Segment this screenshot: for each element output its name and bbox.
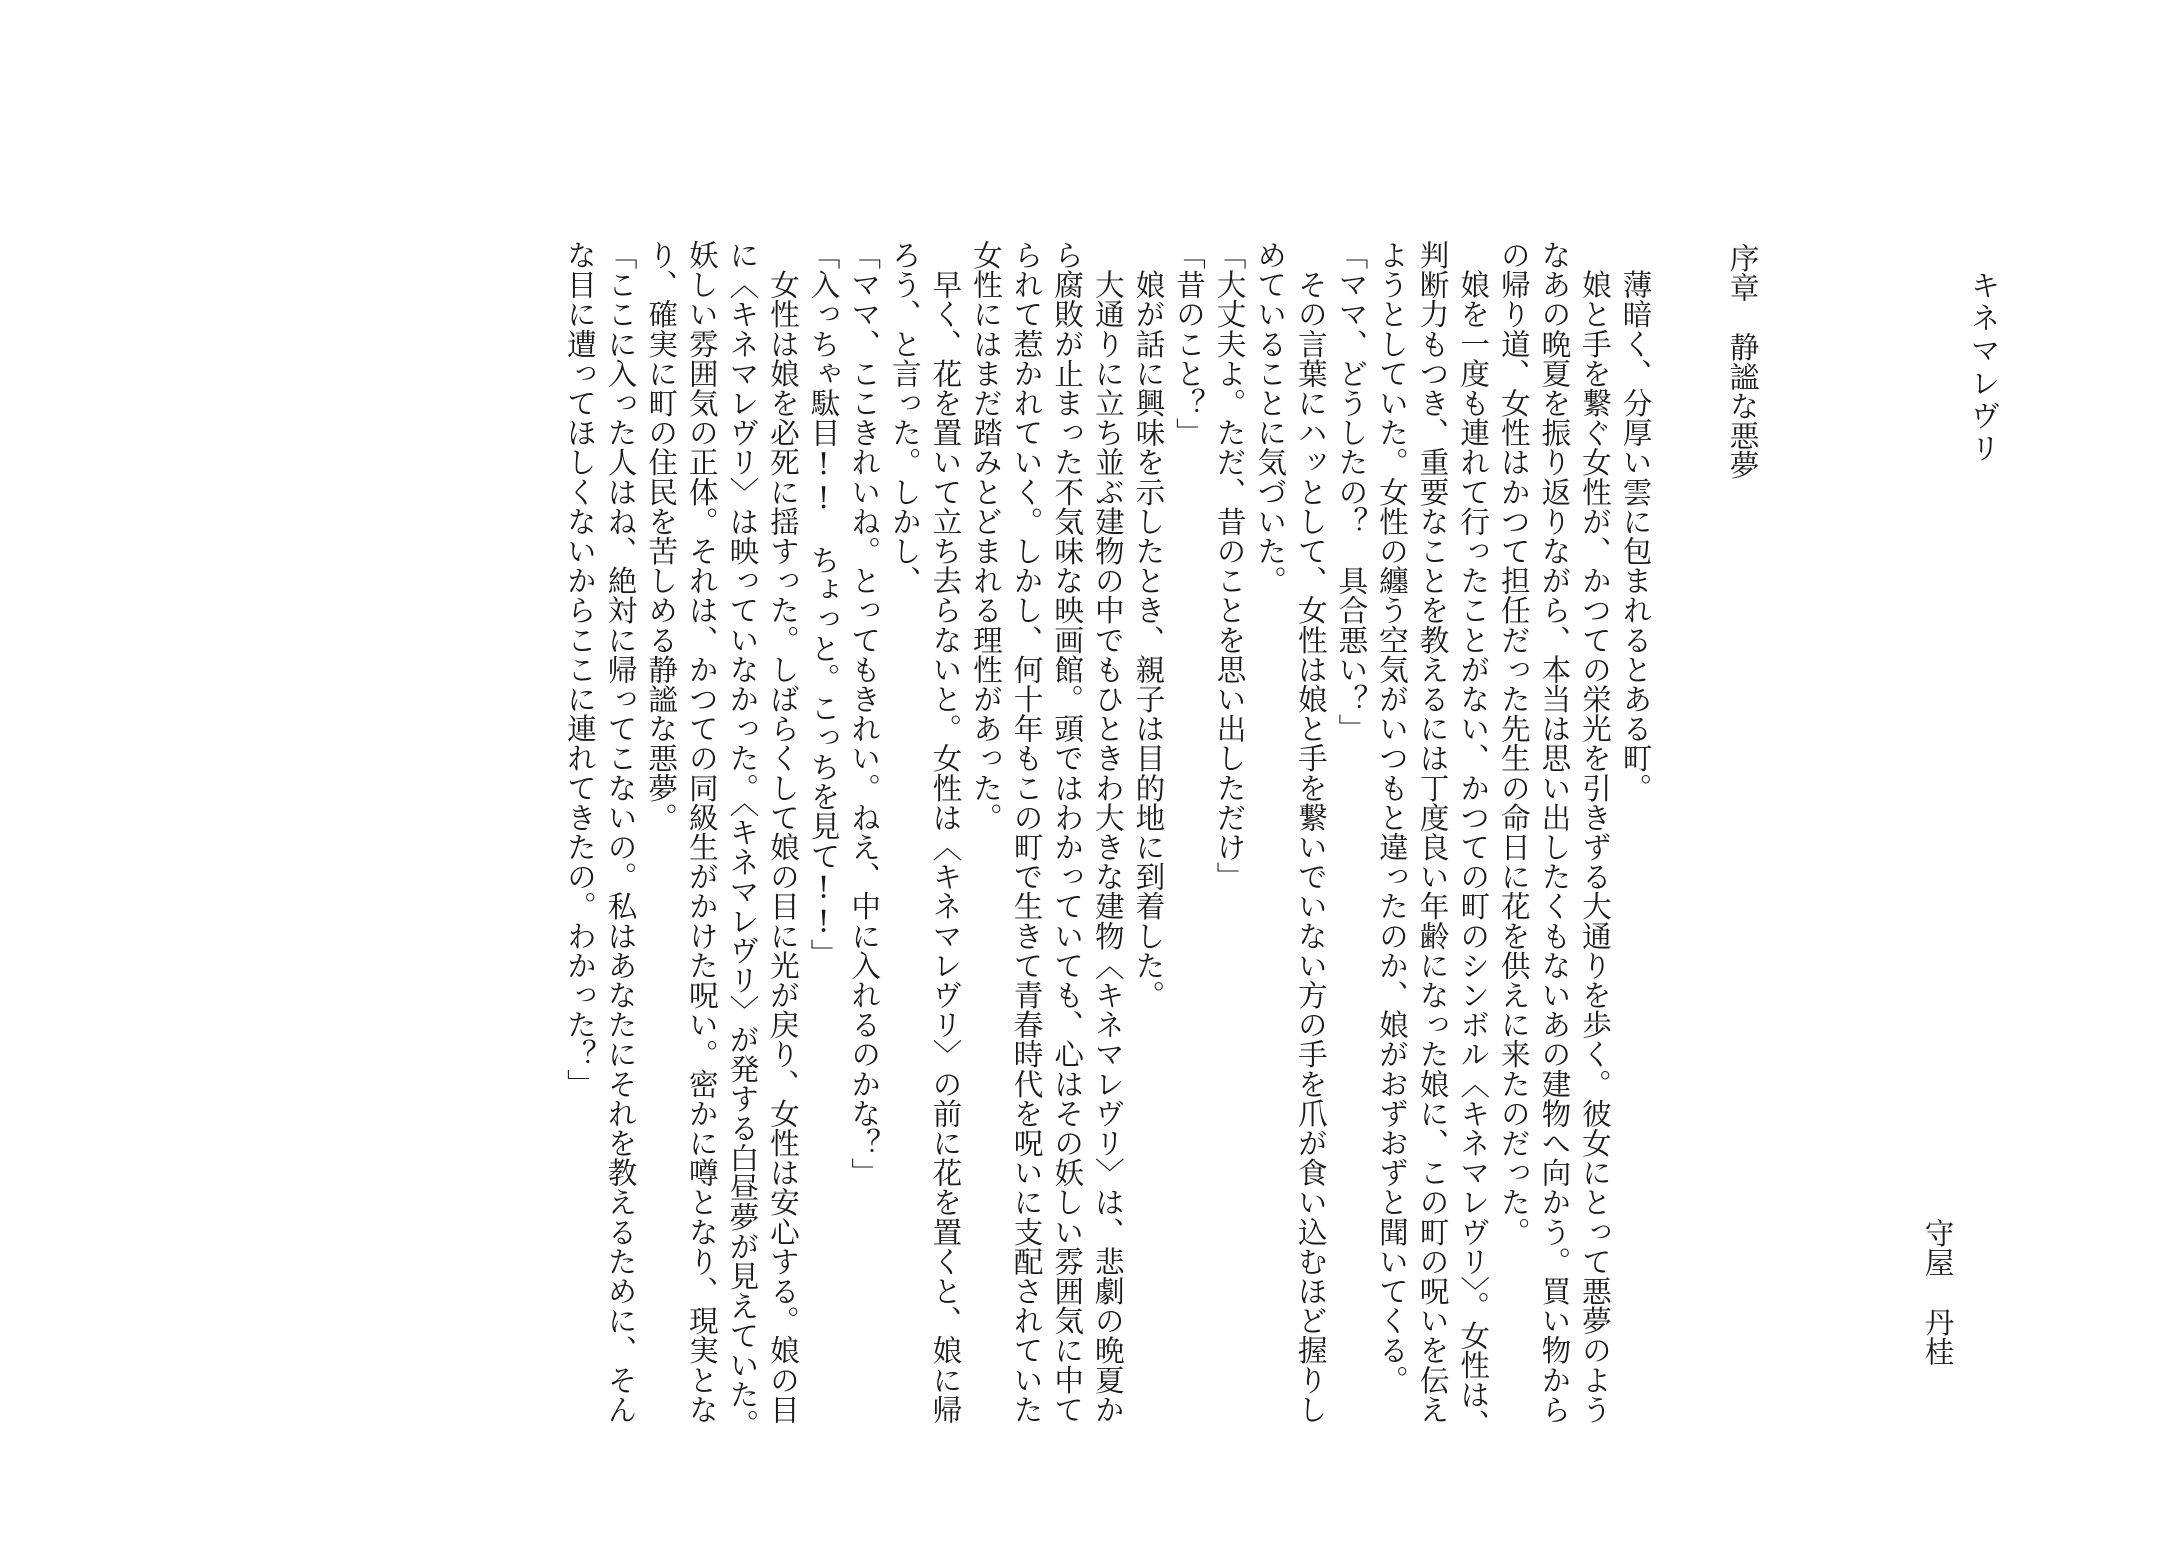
- body-line: 娘を一度も連れて行ったことがない、かつての町のシンボル〈キネマレヴリ〉。女性は、: [1456, 240, 1491, 1439]
- body-line: その言葉にハッとして、女性は娘と手を繋いでいない方の手を爪が食い込むほど握りし: [1293, 240, 1328, 1424]
- body-line: 「昔のこと？」: [1171, 240, 1206, 448]
- body-line: 「ママ、ここきれいね。とってもきれい。ねえ、中に入れるのかな？」: [847, 240, 882, 1188]
- body-line: 「ママ、どうしたの？ 具合悪い？」: [1334, 240, 1369, 744]
- story-title: キネマレヴリ: [1966, 270, 2001, 466]
- body-line: 妖しい雰囲気の正体。それは、かつての同級生がかけた呪い。密かに噂となり、現実とな: [684, 240, 719, 1424]
- body-line: 大通りに立ち並ぶ建物の中でもひときわ大きな建物〈キネマレヴリ〉は、悲劇の晩夏か: [1090, 240, 1125, 1424]
- body-line: ようとしていた。女性の纏う空気がいつもと違ったのか、娘がおずおずと聞いてくる。: [1374, 240, 1409, 1395]
- body-line: の帰り道、女性はかつて担任だった先生の命日に花を供えに来たのだった。: [1496, 240, 1531, 1247]
- body-line: 女性にはまだ踏みとどまれる理性があった。: [968, 240, 1003, 832]
- body-line: 娘が話に興味を示したとき、親子は目的地に到着した。: [1131, 240, 1166, 1010]
- body-line: 判断力もつき、重要なことを教えるには丁度良い年齢になった娘に、この町の呪いを伝え: [1415, 240, 1450, 1424]
- body-line: ろう、と言った。しかし、: [887, 240, 922, 596]
- body-line: ら腐敗が止まった不気味な映画館。頭ではわかっていても、心はその妖しい雰囲気に中て: [1050, 240, 1085, 1424]
- author-name: 守屋 丹桂: [1920, 1218, 1955, 1366]
- body-line: に〈キネマレヴリ〉は映っていなかった。〈キネマレヴリ〉が発する白昼夢が見えていた。: [725, 240, 760, 1439]
- body-line: なあの晩夏を振り返りながら、本当は思い出したくもないあの建物へ向かう。買い物から: [1537, 240, 1572, 1424]
- body-line: めていることに気づいた。: [1253, 240, 1288, 596]
- body-line: 薄暗く、分厚い雲に包まれるとある町。: [1618, 240, 1653, 803]
- body-line: 女性は娘を必死に揺すった。しばらくして娘の目に光が戻り、女性は安心する。娘の目: [765, 240, 800, 1424]
- body-line: 「大丈夫よ。ただ、昔のことを思い出しただけ」: [1212, 240, 1247, 892]
- chapter-heading: 序章 静謐な悪夢: [1725, 243, 1760, 480]
- body-line: 娘と手を繋ぐ女性が、かつての栄光を引きずる大通りを歩く。彼女にとって悪夢のよう: [1577, 240, 1612, 1424]
- body-line: 「入っちゃ駄目!! ちょっと。こっちを見て!!」: [806, 240, 841, 968]
- body-line: 「ここに入った人はね、絶対に帰ってこないの。私はあなたにそれを教えるために、そん: [603, 240, 638, 1424]
- body-line: られて惹かれていく。しかし、何十年もこの町で生きて青春時代を呪いに支配されていた: [1009, 240, 1044, 1424]
- body-line: 早く、花を置いて立ち去らないと。女性は〈キネマレヴリ〉の前に花を置くと、娘に帰: [928, 240, 963, 1424]
- body-line: な目に遭ってほしくないからここに連れてきたの。わかった？」: [562, 240, 597, 1099]
- body-line: り、確実に町の住民を苦しめる静謐な悪夢。: [644, 240, 679, 832]
